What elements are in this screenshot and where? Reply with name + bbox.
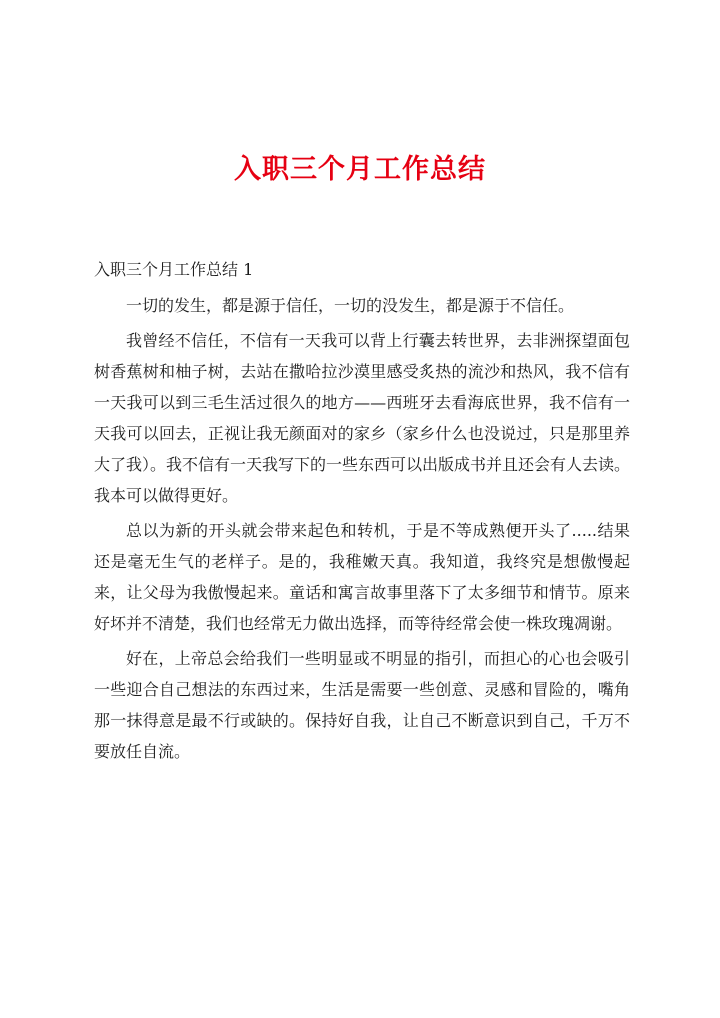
paragraph-4: 好在，上帝总会给我们一些明显或不明显的指引，而担心的心也会吸引一些迎合自己想法的东西过来，生活是需要一些创意、灵感和冒险的，嘴角那一抹得意是最不行或缺的。保持好自我，让自己不断意识到自己，千万不要放任自流。: [94, 649, 630, 761]
paragraph-1: 一切的发生，都是源于信任，一切的没发生，都是源于不信任。: [126, 296, 575, 315]
section-heading: 入职三个月工作总结 1: [94, 260, 254, 279]
paragraph-2: 我曾经不信任，不信有一天我可以背上行囊去转世界，去非洲探望面包树香蕉树和柚子树，去站在撒哈拉沙漠里感受炙热的流沙和热风，我不信有一天我可以到三毛生活过很久的地方——西班牙去看海底世界，我不信有一天我可以回去，正视让我无颜面对的家乡（家乡什么也没说过，只是那里养大了我）。我不信有一天我写下的一些东西可以出版成书并且还会有人去读。我本可以做得更好。: [94, 331, 631, 505]
document-title: 入职三个月工作总结: [234, 154, 486, 185]
paragraph-3: 总以为新的开头就会带来起色和转机，于是不等成熟便开头了.....结果还是毫无生气的老样子。是的，我稚嫩天真。我知道，我终究是想傲慢起来，让父母为我傲慢起来。童话和寓言故事里落下了太多细节和情节。原来好坏并不清楚，我们也经常无力做出选择，而等待经常会使一株玫瑰凋谢。: [94, 521, 630, 633]
document-body: [94, 290, 630, 771]
